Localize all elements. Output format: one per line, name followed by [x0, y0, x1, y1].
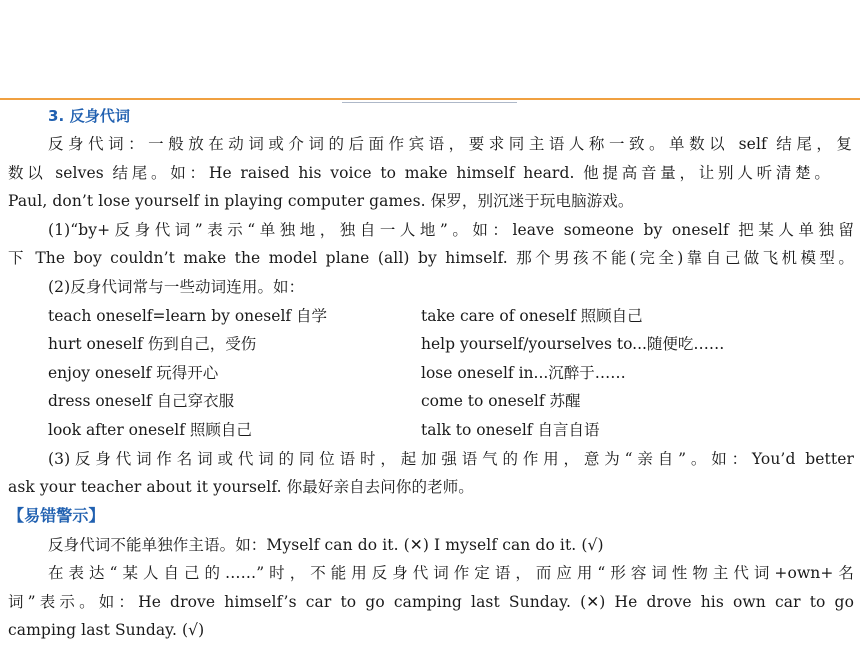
- rule3-line2: ask your teacher about it yourself. 你最好亲自去问你的老师。: [8, 478, 474, 496]
- top-accent-rule: [0, 98, 860, 100]
- phrase-left: teach oneself=learn by oneself 自学: [48, 307, 328, 325]
- warning-line1: 反身代词不能单独作主语。如：Myself can do it. (✕) I myself can do it. (√): [48, 536, 604, 554]
- rule2-line1: (2)反身代词常与一些动词连用。如：: [48, 278, 305, 296]
- rule3-line1: (3)反身代词作名词或代词的同位语时，起加强语气的作用，意为“亲自”。如：You’d better: [48, 450, 854, 468]
- section-heading: 3. 反身代词: [48, 107, 131, 125]
- top-thin-rule: [342, 102, 517, 103]
- warning-line3: 词”表示。如：He drove himself’s car to go camping last Sunday. (✕) He drove his own car to go: [8, 593, 854, 611]
- phrase-right: lose oneself in...沉醉于……: [421, 364, 626, 382]
- phrase-left: dress oneself 自己穿衣服: [48, 392, 235, 410]
- para1-line2: 数以 selves 结尾。如：He raised his voice to make himself heard. 他提高音量，让别人听清楚。: [8, 164, 830, 182]
- warning-line4: camping last Sunday. (√): [8, 621, 205, 639]
- phrase-right: help yourself/yourselves to...随便吃……: [421, 335, 725, 353]
- phrase-right: take care of oneself 照顾自己: [421, 307, 643, 325]
- phrase-right: talk to oneself 自言自语: [421, 421, 600, 439]
- para1-line3: Paul, don’t lose yourself in playing computer games. 保罗，别沉迷于玩电脑游戏。: [8, 192, 634, 210]
- phrase-left: enjoy oneself 玩得开心: [48, 364, 219, 382]
- phrase-left: hurt oneself 伤到自己，受伤: [48, 335, 257, 353]
- warning-heading: 【易错警示】: [8, 506, 105, 525]
- para1-line1: 反身代词：一般放在动词或介词的后面作宾语，要求同主语人称一致。单数以 self 结尾，复: [48, 135, 852, 153]
- rule1-line1: (1)“by+反身代词”表示“单独地，独自一人地”。如：leave someone by oneself 把某人单独留: [48, 221, 854, 239]
- warning-line2: 在表达“某人自己的……”时，不能用反身代词作定语，而应用“形容词性物主代词+own+名: [48, 564, 854, 582]
- rule1-line2: 下 The boy couldn’t make the model plane (all) by himself. 那个男孩不能(完全)靠自己做飞机模型。: [8, 249, 854, 267]
- phrase-right: come to oneself 苏醒: [421, 392, 581, 410]
- phrase-left: look after oneself 照顾自己: [48, 421, 252, 439]
